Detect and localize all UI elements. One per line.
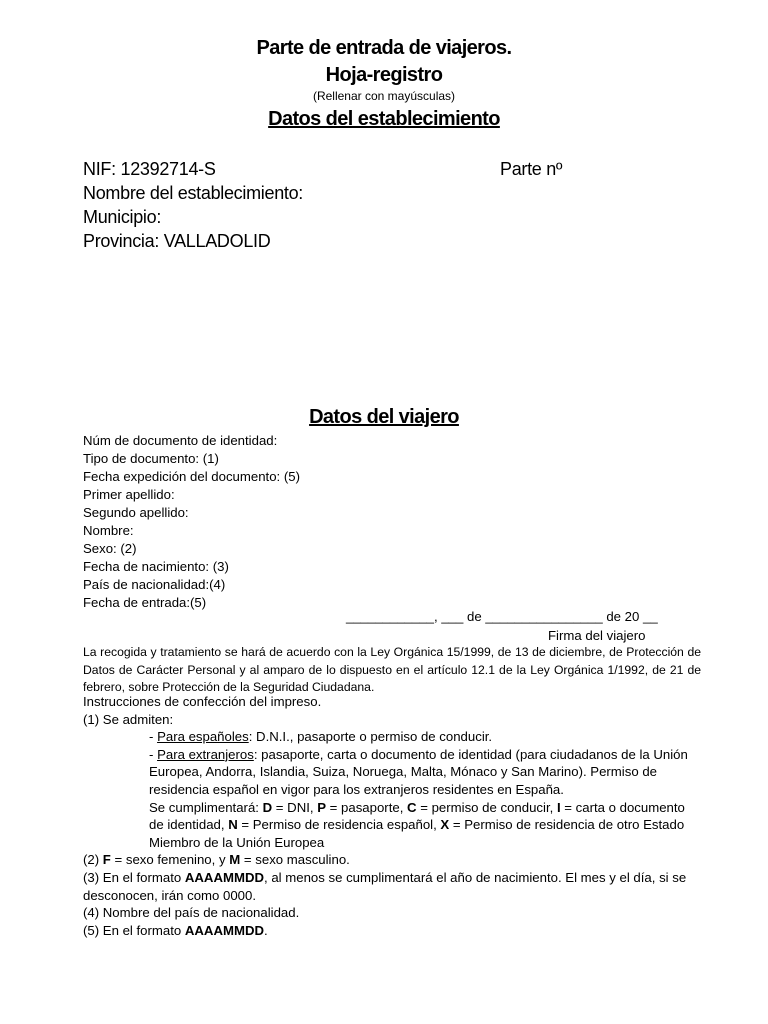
dash: - (149, 746, 158, 762)
instruction-2 (83, 851, 703, 869)
signature-label: Firma del viajero (548, 628, 646, 643)
format-code: AAAAMMDD (184, 922, 264, 938)
instruction-espanoles (83, 728, 703, 746)
instruction-codes (83, 799, 703, 852)
codes-text: = pasaporte, (326, 799, 408, 815)
codes-text: = DNI, (272, 799, 318, 815)
code-x: X (440, 817, 450, 833)
establishment-section-title: Datos del establecimiento (268, 108, 500, 130)
traveler-field: Primer apellido: (83, 487, 175, 502)
nif-field: NIF: 12392714-S (83, 159, 216, 179)
instr-text: = sexo femenino, y (110, 852, 230, 868)
form-title: Parte de entrada de viajeros. (256, 37, 512, 59)
code-m: M (229, 852, 241, 868)
espanoles-label: Para españoles (157, 729, 249, 745)
form-subtitle: Hoja-registro (325, 64, 443, 86)
instruction-3 (83, 869, 703, 904)
traveler-section-title: Datos del viajero (309, 406, 459, 428)
traveler-field: Tipo de documento: (1) (83, 451, 219, 466)
instructions-heading: Instrucciones de confección del impreso. (83, 694, 322, 709)
date-signature-line: ____________, ___ de ________________ de 20 __ (346, 609, 658, 624)
dash: - (149, 729, 158, 745)
code-n: N (228, 817, 238, 833)
traveler-field: Fecha expedición del documento: (5) (83, 469, 300, 484)
instr-text: (5) En el formato (83, 922, 185, 938)
instruction-4: (4) Nombre del país de nacionalidad. (83, 905, 300, 921)
traveler-field: Nombre: (83, 523, 134, 538)
instr-text: (3) En el formato (83, 869, 185, 885)
espanoles-text: : D.N.I., pasaporte o permiso de conducir. (248, 729, 493, 745)
traveler-field: Fecha de entrada:(5) (83, 595, 207, 610)
establishment-name-field: Nombre del establecimiento: (83, 183, 304, 203)
parte-number-field: Parte nº (500, 159, 563, 179)
codes-text: = Permiso de residencia de otro Estado Miembro de la Unión Europea (149, 817, 685, 850)
codes-text: = Permiso de residencia español, (237, 817, 441, 833)
traveler-field: Fecha de nacimiento: (3) (83, 559, 229, 574)
province-field: Provincia: VALLADOLID (83, 231, 271, 251)
code-f: F (102, 852, 111, 868)
traveler-field: Segundo apellido: (83, 505, 189, 520)
instr-text: = sexo masculino. (240, 852, 350, 868)
codes-text: Se cumplimentará: (149, 799, 263, 815)
code-p: P (317, 799, 327, 815)
extranjeros-label: Para extranjeros (157, 746, 254, 762)
instruction-5 (83, 922, 703, 940)
codes-text: = permiso de conducir, (416, 799, 557, 815)
code-c: C (407, 799, 417, 815)
instr-text: (2) (83, 852, 103, 868)
form-note: (Rellenar con mayúsculas) (312, 89, 456, 103)
traveler-field: Sexo: (2) (83, 541, 137, 556)
codes-text: = carta o documento de identidad, (149, 799, 685, 833)
municipality-field: Municipio: (83, 207, 162, 227)
instruction-extranjeros (83, 746, 703, 799)
instr-text: , al menos se cumplimentará el año de nacimiento. El mes y el día, si se desconocen, irán como 0000. (83, 869, 687, 903)
traveler-field: País de nacionalidad:(4) (83, 577, 226, 592)
instruction-1-heading: (1) Se admiten: (83, 711, 174, 727)
code-i: I (556, 799, 561, 815)
traveler-field: Núm de documento de identidad: (83, 433, 278, 448)
traveler-field-list (83, 432, 300, 612)
legal-notice: La recogida y tratamiento se hará de acuerdo con la Ley Orgánica 15/1999, de 13 de diciembre, de Protección de Datos de Carácter Personal y al amparo de lo dispuesto en el artículo 12.1 de la Ley Orgánica 1/1992, de 21 de febrero, sobre Protección de la Seguridad Ciudadana. (83, 645, 701, 694)
instructions-block (83, 693, 703, 939)
format-code: AAAAMMDD (184, 869, 264, 885)
code-d: D (262, 799, 273, 815)
extranjeros-text: : pasaporte, carta o documento de identidad (para ciudadanos de la Unión Europea, Andorra, Islandia, Suiza, Noruega, Malta, Mónaco y San Marino). Permiso de residencia español en vigor para los extranjeros residentes en España. (149, 746, 688, 797)
instr-text: . (264, 922, 268, 938)
